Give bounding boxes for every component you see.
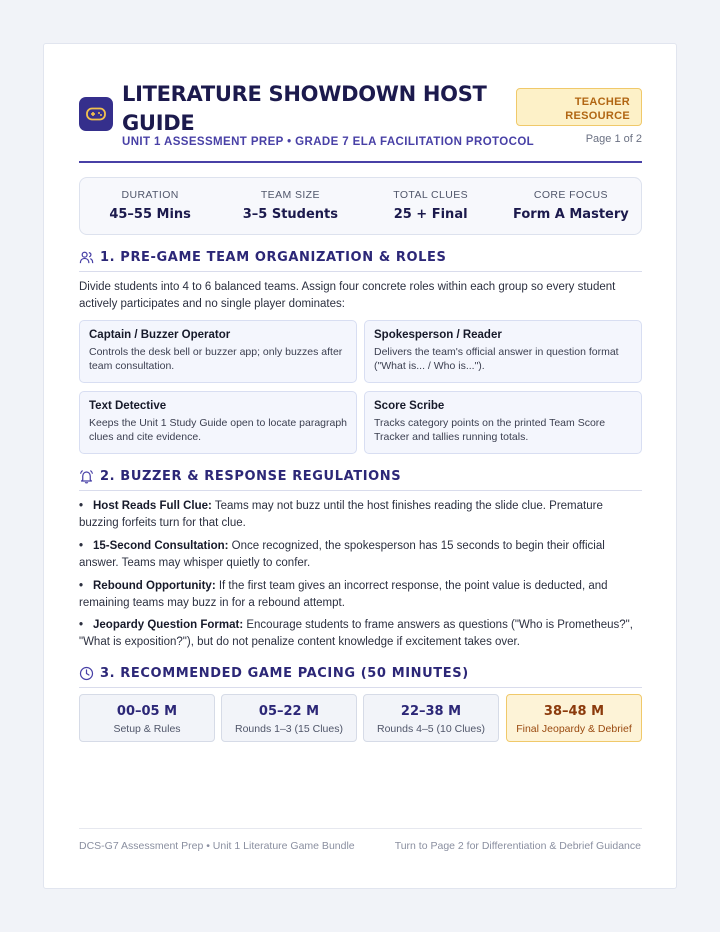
clock-icon bbox=[79, 666, 94, 681]
role-title: Spokesperson / Reader bbox=[374, 329, 502, 341]
page-indicator: Page 1 of 2 bbox=[585, 133, 642, 145]
role-description: Delivers the team's official answer in question format ("What is... / Who is..."). bbox=[374, 346, 619, 372]
stat-label: TOTAL CLUES bbox=[393, 189, 469, 201]
pacing-time: 22–38 M bbox=[400, 704, 462, 719]
badge-line-1: TEACHER bbox=[574, 96, 630, 108]
document-page bbox=[43, 43, 677, 889]
rule-title: Jeopardy Question Format: bbox=[93, 619, 244, 631]
bullet: • bbox=[79, 540, 84, 552]
stat-value: 25 + Final bbox=[393, 207, 468, 222]
rule-item bbox=[79, 617, 639, 651]
pacing-label: Final Jeopardy & Debrief bbox=[516, 723, 632, 735]
role-title: Text Detective bbox=[89, 400, 167, 412]
pacing-block bbox=[363, 694, 499, 742]
rule-item bbox=[79, 578, 639, 612]
pacing-label: Rounds 4–5 (10 Clues) bbox=[377, 723, 485, 735]
pacing-block-final bbox=[506, 694, 642, 742]
pacing-block bbox=[221, 694, 357, 742]
pacing-label: Setup & Rules bbox=[113, 723, 181, 735]
stat-value: 3–5 Students bbox=[242, 207, 339, 222]
section-intro: Divide students into 4 to 6 balanced teams. Assign four concrete roles within each group so every student actively participates and no single player dominates: bbox=[79, 281, 616, 310]
stat-team-size bbox=[220, 178, 360, 234]
stat-total-clues bbox=[361, 178, 501, 234]
stat-value: Form A Mastery bbox=[513, 207, 629, 222]
footer-divider bbox=[79, 828, 642, 829]
role-description: Tracks category points on the printed Team Score Tracker and tallies running totals. bbox=[374, 417, 606, 443]
section-heading-pacing bbox=[79, 666, 642, 688]
role-card bbox=[364, 320, 642, 383]
section-title: 2. BUZZER & RESPONSE REGULATIONS bbox=[100, 469, 402, 484]
page-title: LITERATURE SHOWDOWN HOST GUIDE bbox=[122, 82, 487, 135]
bullet: • bbox=[79, 619, 84, 631]
rule-item bbox=[79, 538, 639, 572]
section-heading-buzzer-rules bbox=[79, 469, 642, 491]
page-subtitle: UNIT 1 ASSESSMENT PREP • GRADE 7 ELA FACILITATION PROTOCOL bbox=[122, 136, 535, 148]
header-divider bbox=[79, 161, 642, 163]
role-title: Score Scribe bbox=[374, 400, 445, 412]
rule-item bbox=[79, 498, 639, 532]
footer-left-text: DCS-G7 Assessment Prep • Unit 1 Literature Game Bundle bbox=[79, 840, 355, 852]
gamepad-icon bbox=[86, 107, 106, 121]
footer-right-text: Turn to Page 2 for Differentiation & Debrief Guidance bbox=[394, 840, 641, 852]
badge-line-2: RESOURCE bbox=[565, 110, 630, 122]
bullet: • bbox=[79, 500, 84, 512]
stat-label: DURATION bbox=[121, 189, 179, 201]
teacher-resource-badge bbox=[516, 88, 642, 126]
section-title: 3. RECOMMENDED GAME PACING (50 MINUTES) bbox=[100, 666, 469, 681]
section-heading-team-roles bbox=[79, 250, 642, 272]
rule-text: Teams may not buzz until the host finishes reading the slide clue. Premature buzzing forfeits turn for that clue. bbox=[79, 500, 603, 529]
role-card bbox=[79, 320, 357, 383]
role-description: Controls the desk bell or buzzer app; only buzzes after team consultation. bbox=[89, 346, 343, 372]
rule-title: Rebound Opportunity: bbox=[93, 580, 216, 592]
role-title: Captain / Buzzer Operator bbox=[89, 329, 231, 341]
role-card bbox=[364, 391, 642, 454]
users-icon bbox=[79, 250, 94, 265]
rule-text: If the first team gives an incorrect response, the point value is deducted, and remaining teams may buzz in for a rebound attempt. bbox=[79, 580, 608, 609]
stat-core-focus bbox=[501, 178, 641, 234]
bullet: • bbox=[79, 580, 84, 592]
rule-text: Once recognized, the spokesperson has 15 seconds to begin their official answer. Teams may whisper quietly to confer. bbox=[79, 540, 605, 569]
stats-bar bbox=[79, 177, 642, 235]
pacing-time: 00–05 M bbox=[116, 704, 178, 719]
rule-title: 15-Second Consultation: bbox=[93, 540, 229, 552]
stat-value: 45–55 Mins bbox=[109, 207, 191, 222]
pacing-label: Rounds 1–3 (15 Clues) bbox=[235, 723, 343, 735]
stat-duration bbox=[80, 178, 220, 234]
section-title: 1. PRE-GAME TEAM ORGANIZATION & ROLES bbox=[100, 250, 447, 265]
pacing-time: 38–48 M bbox=[543, 704, 605, 719]
pacing-block bbox=[79, 694, 215, 742]
header bbox=[79, 80, 642, 162]
pacing-time: 05–22 M bbox=[258, 704, 320, 719]
role-description: Keeps the Unit 1 Study Guide open to locate paragraph clues and cite evidence. bbox=[89, 417, 348, 443]
rule-title: Host Reads Full Clue: bbox=[93, 500, 212, 512]
bell-icon bbox=[79, 469, 94, 484]
stat-label: CORE FOCUS bbox=[533, 189, 608, 201]
logo bbox=[79, 97, 113, 131]
rule-text: Encourage students to frame answers as questions ("Who is Prometheus?", "What is exposition?"), but do not penalize content knowledge if excitement takes over. bbox=[79, 619, 633, 648]
role-card bbox=[79, 391, 357, 454]
stat-label: TEAM SIZE bbox=[260, 189, 320, 201]
